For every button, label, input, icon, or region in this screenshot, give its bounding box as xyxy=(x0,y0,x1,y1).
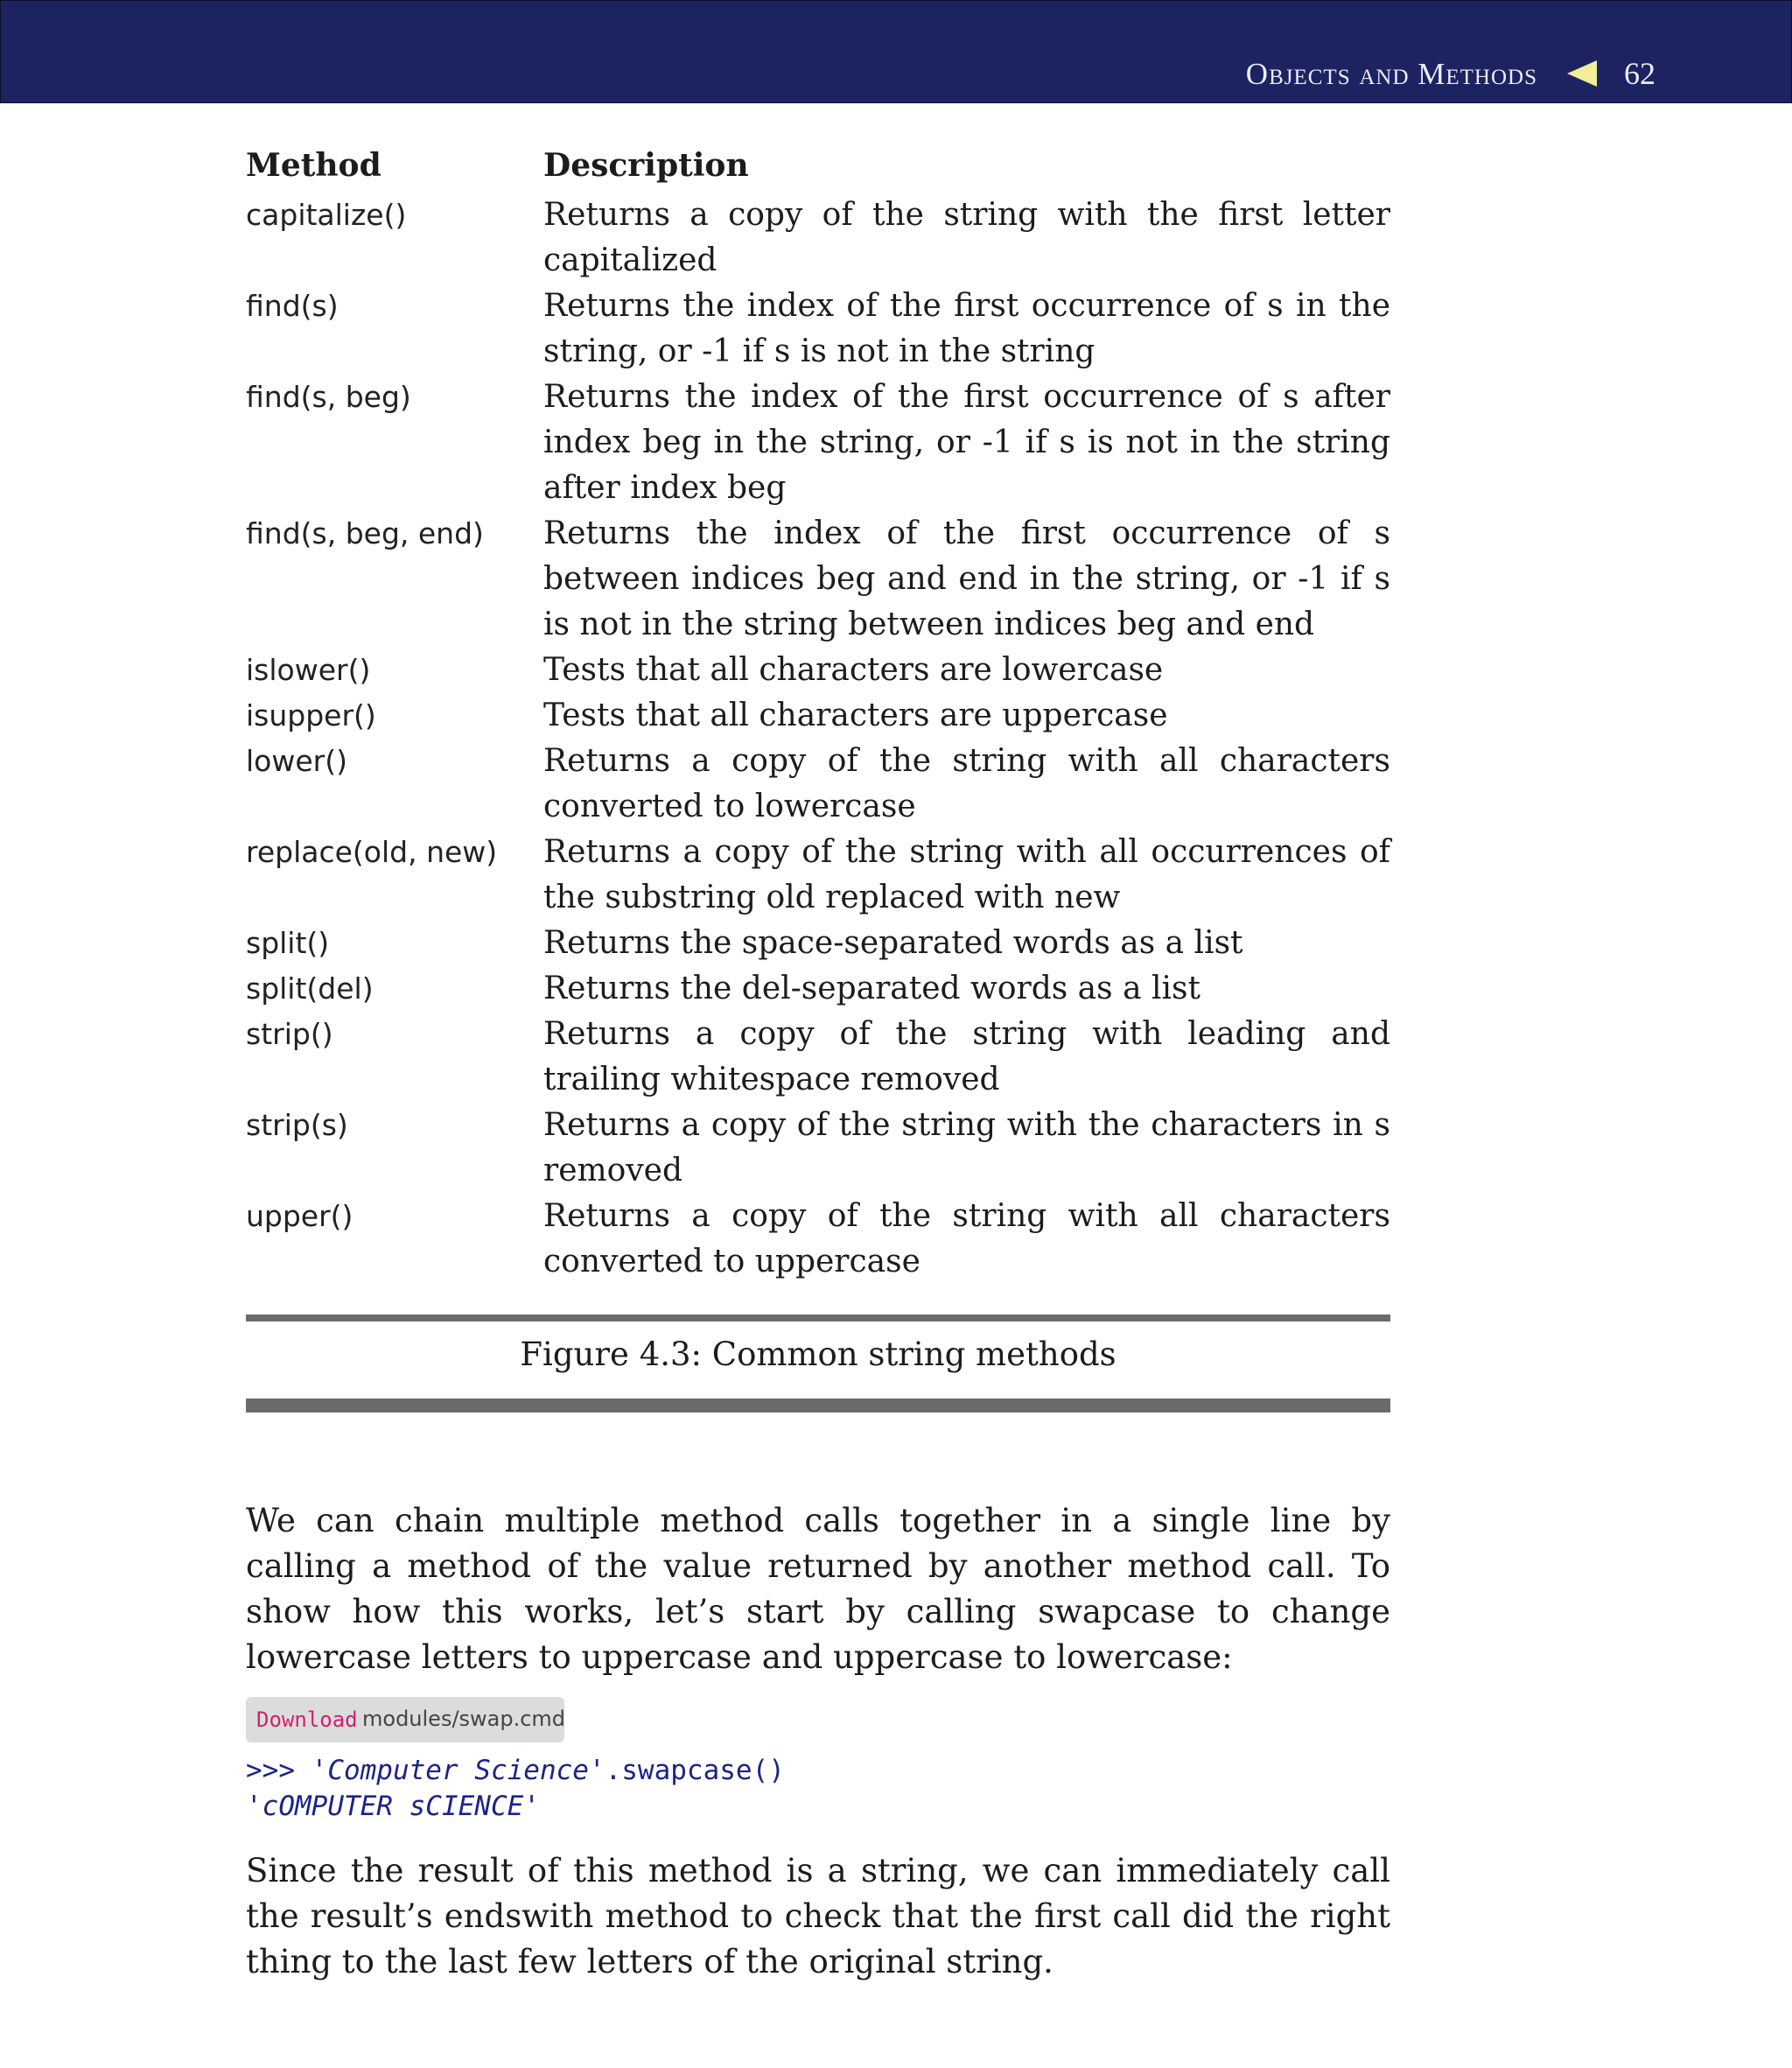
method-name: find(s) xyxy=(246,289,339,323)
figure-rule-top xyxy=(246,1314,1390,1321)
method-description: Returns a copy of the string with leading and trailing whitespace removed xyxy=(543,1016,1390,1097)
method-description: Returns the del-separated words as a list xyxy=(543,971,1200,1006)
download-label[interactable]: Download xyxy=(256,1707,358,1732)
figure-caption: Figure 4.3: Common string methods xyxy=(520,1335,1116,1373)
column-header-method: Method xyxy=(246,147,382,184)
method-description: Returns a copy of the string with the characters in s removed xyxy=(543,1107,1390,1188)
method-description: Returns the index of the first occurrence of s between indices beg and end in the string, or -1 if s is not in the string between indices beg and end xyxy=(543,515,1390,642)
method-description: Tests that all characters are uppercase xyxy=(543,698,1168,733)
method-name: capitalize() xyxy=(246,198,407,232)
figure-rule-bottom xyxy=(246,1399,1390,1413)
method-name: find(s, beg) xyxy=(246,380,411,414)
method-description: Returns the index of the first occurrence of s after index beg in the string, or -1 if s is not in the string after index beg xyxy=(543,379,1390,506)
code-output: 'cOMPUTER sCIENCE' xyxy=(246,1791,540,1822)
method-name: strip(s) xyxy=(246,1108,348,1142)
method-name: split(del) xyxy=(246,971,374,1006)
page-header xyxy=(0,0,1792,103)
method-name: lower() xyxy=(246,744,347,778)
code-prompt: >>> xyxy=(246,1755,312,1786)
running-title: Objects and Methods xyxy=(1245,57,1537,91)
body-paragraph: Since the result of this method is a string, we can immediately call the result’s endswith method to check that the first call did the right thing to the last few letters of the original string. xyxy=(246,1852,1390,1980)
method-description: Returns a copy of the string with all occurrences of the substring old replaced with new xyxy=(543,834,1390,915)
body-paragraph: We can chain multiple method calls together in a single line by calling a method of the value returned by another method call. To show how this works, let’s start by calling swapcase to change lowercase letters to uppercase and uppercase to lowercase: xyxy=(246,1502,1390,1676)
code-line-input xyxy=(246,1755,785,1786)
column-header-description: Description xyxy=(543,147,749,184)
method-description: Returns a copy of the string with the first letter capitalized xyxy=(543,197,1390,278)
method-description: Returns the space-separated words as a list xyxy=(543,925,1243,961)
method-name: replace(old, new) xyxy=(246,835,498,869)
method-name: strip() xyxy=(246,1017,333,1051)
method-name: isupper() xyxy=(246,698,376,733)
method-name: split() xyxy=(246,926,330,960)
method-description: Tests that all characters are lowercase xyxy=(543,652,1164,688)
back-arrow-icon[interactable] xyxy=(1567,60,1597,87)
method-name: upper() xyxy=(246,1199,354,1233)
download-link[interactable] xyxy=(246,1697,564,1742)
code-string-literal: 'Computer Science' xyxy=(311,1755,606,1786)
method-name: islower() xyxy=(246,653,371,687)
page-number: 62 xyxy=(1624,56,1656,91)
method-name: find(s, beg, end) xyxy=(246,516,484,550)
method-description: Returns the index of the first occurrence of s in the string, or -1 if s is not in the string xyxy=(543,288,1390,369)
code-method-call: .swapcase() xyxy=(605,1755,785,1786)
download-path[interactable]: modules/swap.cmd xyxy=(362,1707,566,1731)
method-description: Returns a copy of the string with all characters converted to uppercase xyxy=(543,1198,1390,1279)
code-line-output xyxy=(246,1791,540,1822)
method-description: Returns a copy of the string with all characters converted to lowercase xyxy=(543,743,1390,824)
